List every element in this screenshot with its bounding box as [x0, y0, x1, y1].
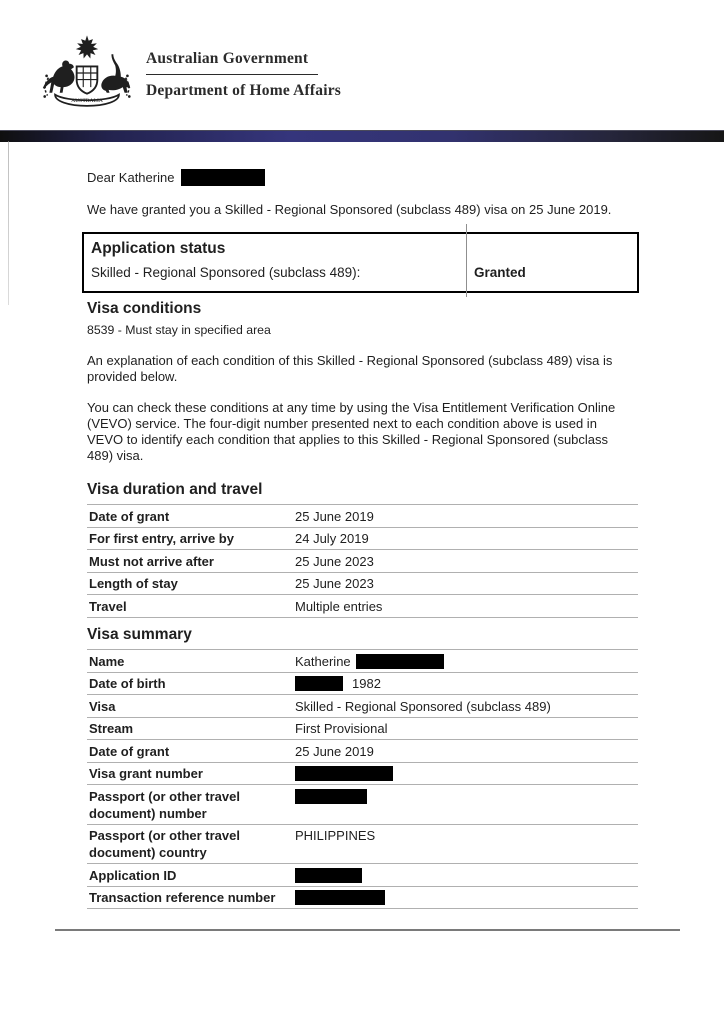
conditions-paragraph-2: [87, 400, 645, 464]
government-titles: [146, 34, 341, 100]
row-value: [295, 827, 375, 844]
table-row: [87, 718, 638, 741]
row-value: [295, 653, 444, 670]
australian-coat-of-arms-icon: [40, 34, 134, 112]
row-label: Name: [89, 653, 125, 669]
row-value-text: Multiple entries: [295, 598, 383, 614]
application-status-title: Application status: [91, 240, 226, 257]
row-value: [295, 675, 381, 692]
government-name: Australian Government: [146, 50, 309, 67]
paragraph-line: provided below.: [87, 369, 178, 384]
row-value-text: Skilled - Regional Sponsored (subclass 489): [295, 698, 551, 714]
row-value: [295, 598, 382, 615]
table-row: [87, 650, 638, 673]
conditions-paragraph-1: [87, 353, 645, 385]
redaction-box: [295, 890, 385, 905]
row-value: [295, 575, 374, 592]
footer-rule: [55, 929, 680, 931]
row-value-text: 25 June 2023: [295, 576, 374, 591]
row-value: [295, 720, 387, 737]
row-value-text: Katherine: [295, 653, 351, 669]
table-row: [87, 740, 638, 763]
table-row: [87, 763, 638, 786]
paragraph-line: You can check these conditions at any time by using the Visa Entitlement Verification Online: [87, 400, 616, 415]
government-header: [40, 34, 341, 112]
row-value: [295, 889, 385, 906]
redaction-box: [295, 868, 362, 883]
row-label: Application ID: [89, 867, 177, 883]
row-value: [295, 530, 369, 547]
row-value: [295, 765, 393, 782]
page-edge-line: [8, 141, 9, 305]
condition-item: 8539 - Must stay in specified area: [87, 323, 271, 337]
table-row: [87, 673, 638, 696]
row-label: Length of stay: [89, 576, 178, 591]
row-value-text: 25 June 2023: [295, 553, 374, 569]
table-row: [87, 825, 638, 865]
greeting-redaction: [181, 169, 265, 186]
visa-summary-table: [87, 649, 638, 909]
row-label: Visa: [89, 698, 116, 714]
greeting-line: [87, 169, 265, 186]
redaction-box: [295, 789, 367, 804]
row-label: Transaction reference number: [89, 890, 276, 905]
status-granted-value: Granted: [474, 265, 526, 280]
visa-conditions-title: Visa conditions: [87, 300, 202, 317]
row-label: Stream: [89, 721, 134, 736]
visa-summary-section: [87, 626, 645, 909]
table-row: [87, 695, 638, 718]
grant-statement: We have granted you a Skilled - Regional Sponsored (subclass 489) visa on 25 June 2019.: [87, 202, 612, 217]
row-label: Travel: [89, 598, 127, 614]
paragraph-line: 489) visa.: [87, 448, 144, 463]
row-value-text: 24 July 2019: [295, 531, 369, 546]
row-value: [295, 743, 374, 760]
redaction-box: [295, 766, 393, 781]
greeting-text: Dear Katherine: [87, 170, 175, 185]
row-label: Visa grant number: [89, 766, 203, 781]
table-row: [87, 785, 638, 825]
row-value-text: 25 June 2019: [295, 508, 374, 524]
table-row: [87, 528, 638, 551]
row-label: For first entry, arrive by: [89, 531, 234, 546]
row-value-text: PHILIPPINES: [295, 828, 376, 843]
row-label: Date of birth: [89, 676, 166, 691]
paragraph-line: An explanation of each condition of this Skilled - Regional Sponsored (subclass 489) visa is: [87, 353, 613, 368]
table-row: [87, 505, 638, 528]
row-label: Date of grant: [89, 743, 170, 759]
row-value-text: 25 June 2019: [295, 743, 374, 759]
visa-duration-table: [87, 504, 638, 618]
row-value: [295, 508, 374, 525]
row-value: [295, 867, 362, 884]
row-value-text: First Provisional: [295, 721, 388, 736]
table-row: [87, 573, 638, 596]
paragraph-line: (VEVO) service. The four-digit number presented next to each condition above is used in: [87, 416, 597, 431]
visa-conditions-section: [87, 300, 645, 464]
visa-duration-section: [87, 481, 645, 618]
status-visa-label: Skilled - Regional Sponsored (subclass 489):: [91, 265, 361, 280]
brand-gradient-bar: [0, 130, 724, 142]
table-row: [87, 595, 638, 618]
redaction-box: [356, 654, 444, 669]
row-value: [295, 553, 374, 570]
row-label: Passport (or other travel document) country: [89, 828, 240, 860]
row-value-text: 1982: [352, 676, 381, 691]
row-label: Date of grant: [89, 508, 170, 524]
table-row: [87, 550, 638, 573]
table-row: [87, 887, 638, 910]
department-name: Department of Home Affairs: [146, 82, 342, 99]
header-divider: [146, 74, 318, 75]
row-value: [295, 788, 367, 805]
status-column-divider: [466, 224, 467, 297]
application-status-row: [91, 262, 637, 284]
application-status-box: [82, 232, 639, 293]
paragraph-line: VEVO to identify each condition that applies to this Skilled - Regional Sponsored (subclass: [87, 432, 609, 447]
redaction-box: [295, 676, 343, 691]
visa-duration-title: Visa duration and travel: [87, 481, 263, 498]
table-row: [87, 864, 638, 887]
row-label: Must not arrive after: [89, 553, 214, 569]
crest-banner-text: AUSTRALIA: [71, 98, 103, 105]
row-label: Passport (or other travel document) number: [89, 788, 240, 821]
row-value: [295, 698, 551, 715]
visa-summary-title: Visa summary: [87, 626, 192, 643]
